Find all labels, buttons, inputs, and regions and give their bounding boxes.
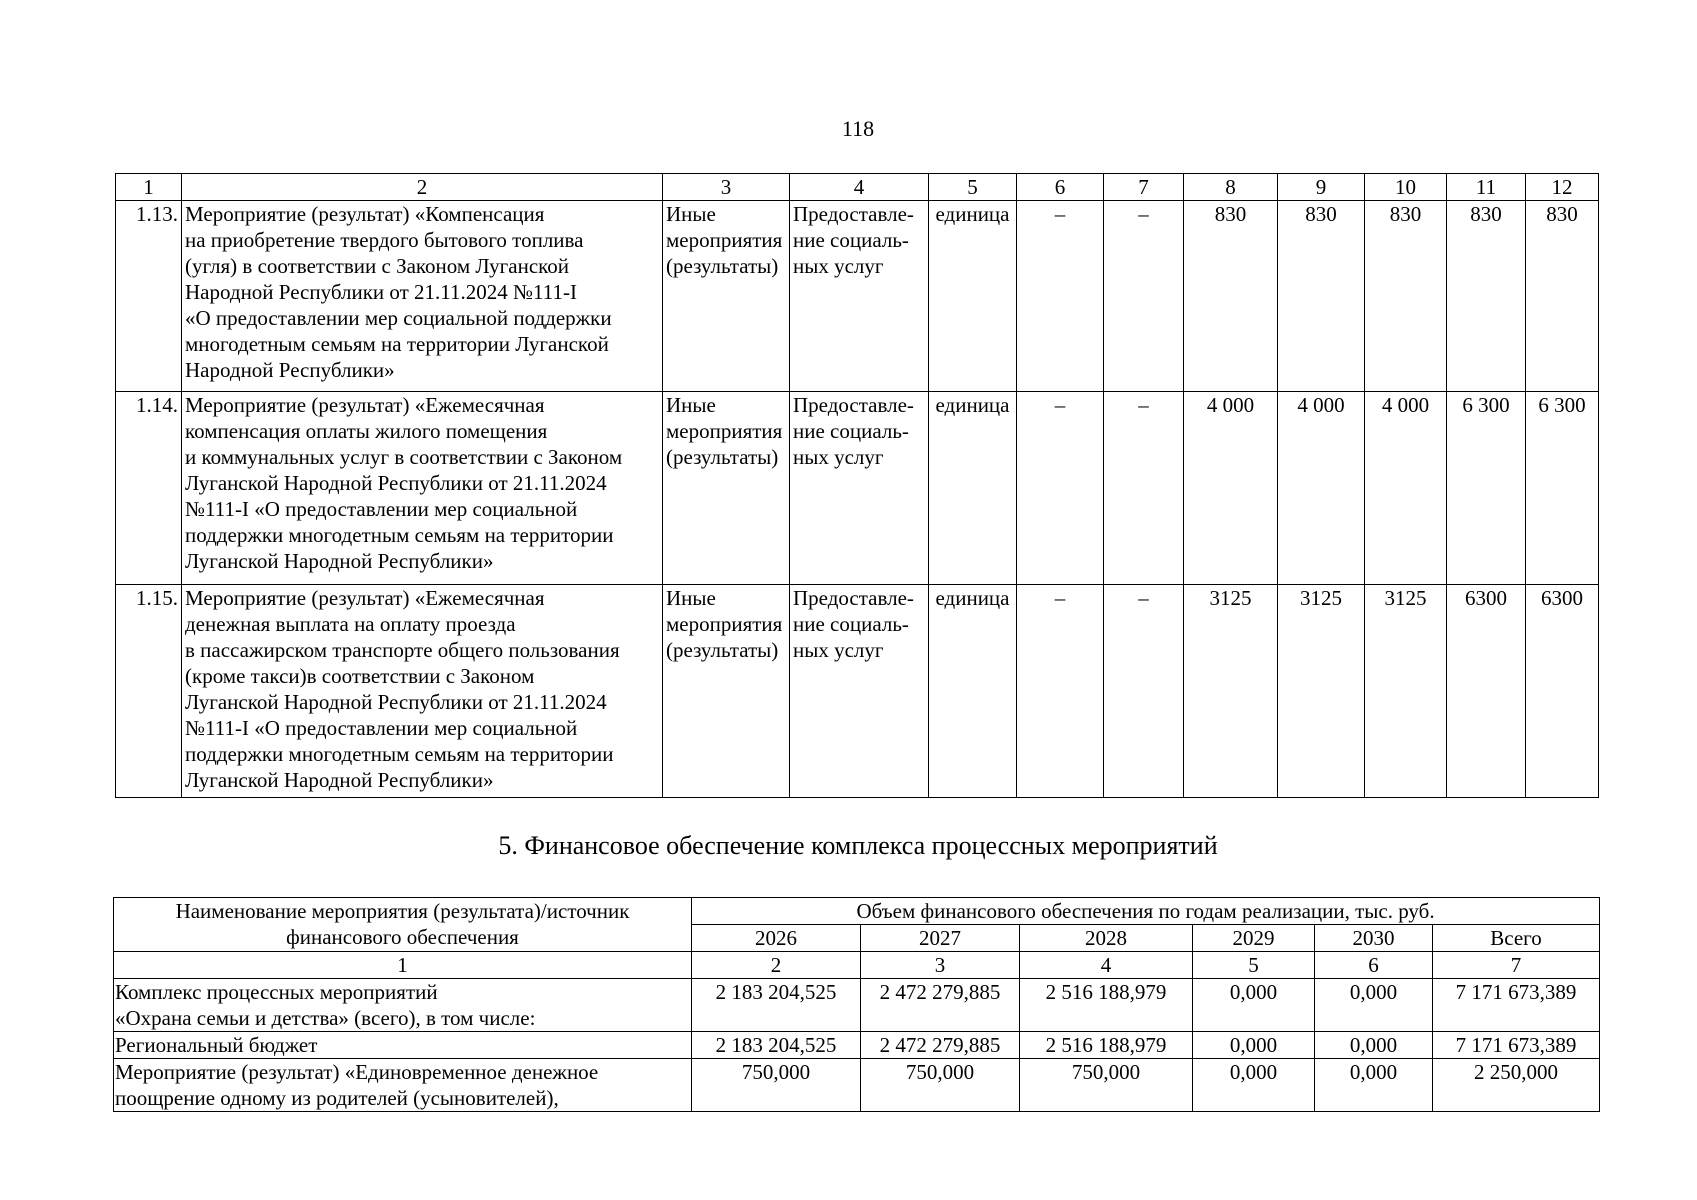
value-cell: 2 183 204,525 [692, 979, 861, 1032]
column-number: 4 [1020, 952, 1193, 979]
measure-description: Мероприятие (результат) «Ежемесячная компенсация оплаты жилого помещения и коммунальных услуг в соответствии с Законом Луганской Народной Республики от 21.11.2024 №111-I «О предоставлении мер социальной поддержки многодетным семьям на территории Луганской Народной Республики» [182, 392, 663, 585]
table-header-row [116, 174, 1599, 201]
column-number: 4 [790, 174, 929, 201]
unit: единица [929, 585, 1017, 798]
year-header: 2030 [1315, 925, 1433, 952]
value-cell: 6 300 [1447, 392, 1526, 585]
measure-kind: Предоставле- ние социаль- ных услуг [790, 201, 929, 392]
column-number: 8 [1184, 174, 1278, 201]
measure-description: Мероприятие (результат) «Компенсация на приобретение твердого бытового топлива (угля) в соответствии с Законом Луганской Народной Республики от 21.11.2024 №111-I «О предоставлении мер социальной поддержки многодетным семьям на территории Луганской Народной Республики» [182, 201, 663, 392]
value-cell: 830 [1447, 201, 1526, 392]
value-cell: 6 300 [1526, 392, 1599, 585]
unit: единица [929, 201, 1017, 392]
column-number: 2 [692, 952, 861, 979]
value-cell: 2 516 188,979 [1020, 979, 1193, 1032]
column-number: 3 [861, 952, 1020, 979]
value-cell: 0,000 [1315, 979, 1433, 1032]
value-cell: 830 [1184, 201, 1278, 392]
name-column-header: Наименование мероприятия (результата)/источник финансового обеспечения [114, 898, 692, 952]
measure-description: Мероприятие (результат) «Ежемесячная денежная выплата на оплату проезда в пассажирском транспорте общего пользования (кроме такси)в соответствии с Законом Луганской Народной Республики от 21.11.2024 №111-I «О предоставлении мер социальной поддержки многодетным семьям на территории Луганской Народной Республики» [182, 585, 663, 798]
column-number: 5 [1193, 952, 1315, 979]
unit: единица [929, 392, 1017, 585]
page-number: 118 [841, 116, 875, 141]
column-number: 5 [929, 174, 1017, 201]
value-cell: 3125 [1184, 585, 1278, 798]
measure-type: Иные мероприятия (результаты) [663, 585, 790, 798]
column-number: 7 [1104, 174, 1184, 201]
total-cell: 2 250,000 [1433, 1059, 1600, 1112]
value-cell: 4 000 [1278, 392, 1365, 585]
table-row [116, 392, 1599, 585]
value-cell: 0,000 [1315, 1032, 1433, 1059]
measure-type: Иные мероприятия (результаты) [663, 392, 790, 585]
total-cell: 7 171 673,389 [1433, 979, 1600, 1032]
table-row [114, 1032, 1600, 1059]
table-row [116, 585, 1599, 798]
column-number: 6 [1315, 952, 1433, 979]
row-name: Региональный бюджет [114, 1032, 692, 1059]
measure-kind: Предоставле- ние социаль- ных услуг [790, 585, 929, 798]
value-cell: 750,000 [692, 1059, 861, 1112]
row-name: Комплекс процессных мероприятий «Охрана семьи и детства» (всего), в том числе: [114, 979, 692, 1032]
column-number: 3 [663, 174, 790, 201]
value-cell: 750,000 [861, 1059, 1020, 1112]
row-number: 1.14. [116, 392, 182, 585]
value-cell: 830 [1365, 201, 1447, 392]
value-cell: 2 516 188,979 [1020, 1032, 1193, 1059]
value-cell: 4 000 [1184, 392, 1278, 585]
total-cell: 7 171 673,389 [1433, 1032, 1600, 1059]
value-cell: 4 000 [1365, 392, 1447, 585]
value-cell: 6300 [1447, 585, 1526, 798]
value-cell: – [1104, 201, 1184, 392]
column-number: 1 [114, 952, 692, 979]
value-cell: 830 [1526, 201, 1599, 392]
volume-header: Объем финансового обеспечения по годам реализации, тыс. руб. [692, 898, 1600, 925]
year-header: 2027 [861, 925, 1020, 952]
section-title: 5. Финансовое обеспечение комплекса процессных мероприятий [498, 831, 1218, 860]
column-number: 7 [1433, 952, 1600, 979]
year-header: 2026 [692, 925, 861, 952]
measure-type: Иные мероприятия (результаты) [663, 201, 790, 392]
value-cell: – [1017, 585, 1104, 798]
value-cell: 6300 [1526, 585, 1599, 798]
value-cell: 3125 [1278, 585, 1365, 798]
financing-table [113, 897, 1600, 1112]
value-cell: 0,000 [1193, 1032, 1315, 1059]
column-numbers-row [114, 952, 1600, 979]
column-number: 12 [1526, 174, 1599, 201]
value-cell: 2 472 279,885 [861, 979, 1020, 1032]
table-row [114, 979, 1600, 1032]
value-cell: 3125 [1365, 585, 1447, 798]
measure-kind: Предоставле- ние социаль- ных услуг [790, 392, 929, 585]
value-cell: – [1017, 201, 1104, 392]
value-cell: 0,000 [1193, 1059, 1315, 1112]
value-cell: 0,000 [1315, 1059, 1433, 1112]
value-cell: 2 472 279,885 [861, 1032, 1020, 1059]
row-name: Мероприятие (результат) «Единовременное денежное поощрение одному из родителей (усыновителей), [114, 1059, 692, 1112]
table-header-row [114, 898, 1600, 925]
column-number: 11 [1447, 174, 1526, 201]
table-row [114, 1059, 1600, 1112]
indicators-table [115, 173, 1599, 798]
value-cell: – [1017, 392, 1104, 585]
value-cell: 750,000 [1020, 1059, 1193, 1112]
column-number: 9 [1278, 174, 1365, 201]
value-cell: – [1104, 585, 1184, 798]
column-number: 6 [1017, 174, 1104, 201]
year-header: 2029 [1193, 925, 1315, 952]
value-cell: 0,000 [1193, 979, 1315, 1032]
column-number: 10 [1365, 174, 1447, 201]
value-cell: – [1104, 392, 1184, 585]
value-cell: 2 183 204,525 [692, 1032, 861, 1059]
column-number: 2 [182, 174, 663, 201]
total-header: Всего [1433, 925, 1600, 952]
year-header: 2028 [1020, 925, 1193, 952]
column-number: 1 [116, 174, 182, 201]
table-row [116, 201, 1599, 392]
row-number: 1.15. [116, 585, 182, 798]
value-cell: 830 [1278, 201, 1365, 392]
row-number: 1.13. [116, 201, 182, 392]
